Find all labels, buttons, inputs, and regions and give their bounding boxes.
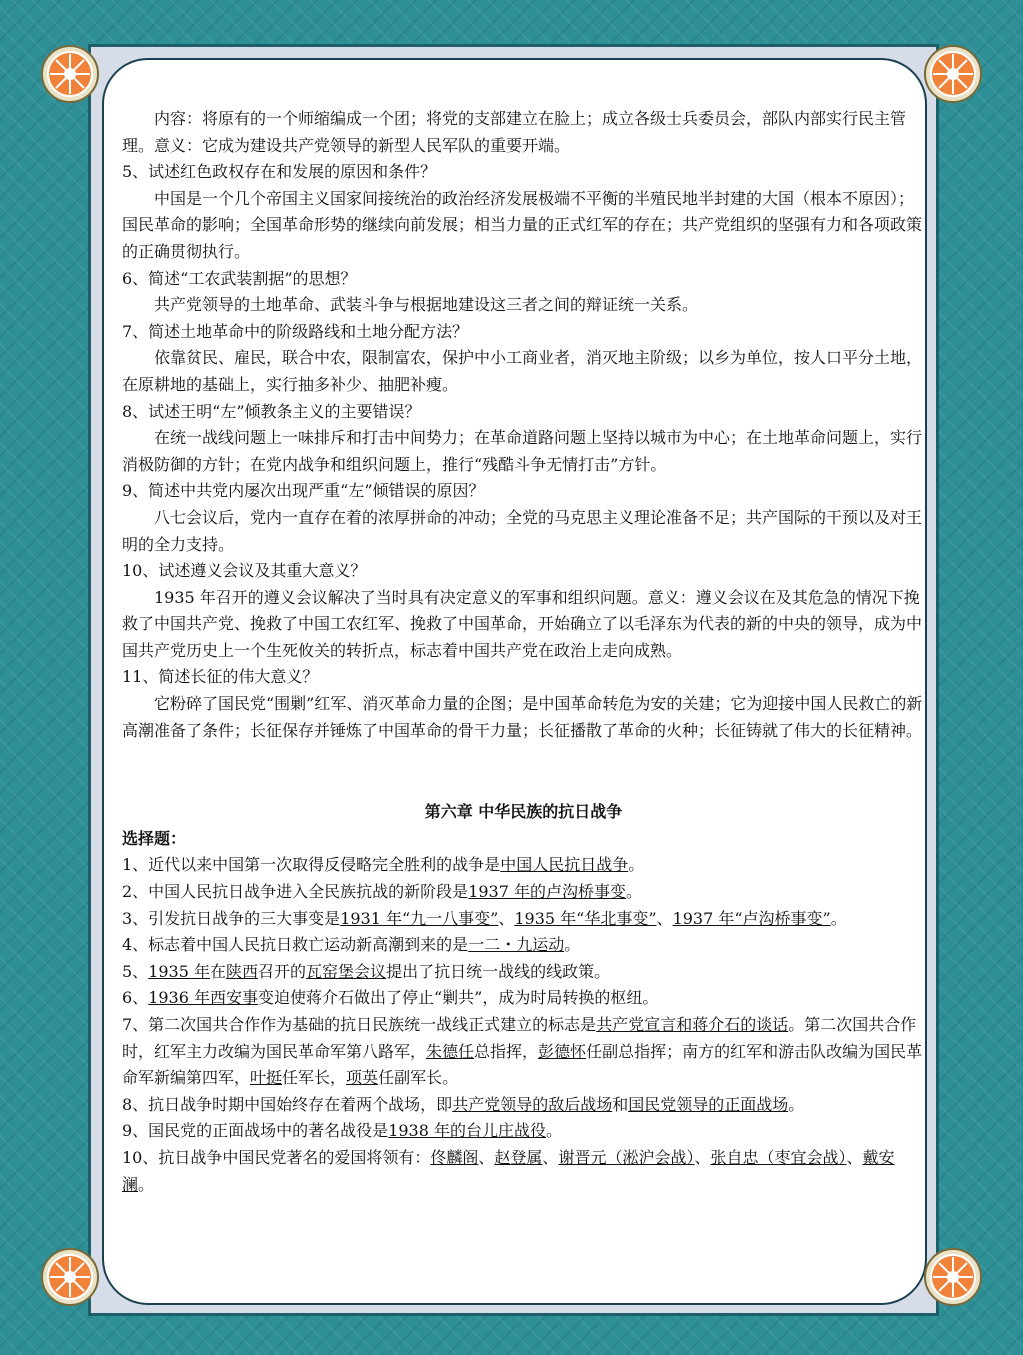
- document-body: [122, 106, 925, 1198]
- mc-answer: 叶挺: [250, 1068, 283, 1088]
- answer-9: 八七会议后，党内一直存在着的浓厚拼命的冲动；全党的马克思主义理论准备不足；共产国际的干预以及对王明的全力支持。: [122, 507, 923, 554]
- mc-text: 6、: [122, 988, 149, 1008]
- mc-item-8: [122, 1092, 925, 1119]
- mc-answer: 瓦窑堡会议: [306, 961, 387, 981]
- mc-answer: 戴安澜: [122, 1147, 895, 1194]
- answer-10: 1935 年召开的遵义会议解决了当时具有决定意义的军事和组织问题。意义：遵义会议在及其危急的情况下挽救了中国共产党、挽救了中国工农红军、挽救了中国革命，开始确立了以毛泽东为代表的新的中央的领导，成为中国共产党历史上一个生死攸关的转折点，标志着中国共产党在政治上走向成熟。: [122, 587, 923, 660]
- mc-answer: 项英: [346, 1068, 379, 1088]
- mc-answer: 1931 年“九一八事变”: [340, 908, 499, 928]
- mc-text: 召开的: [258, 961, 307, 981]
- corner-medallion-icon: [40, 1247, 100, 1307]
- mc-text: 3、引发抗日战争的三大事变是: [122, 908, 341, 928]
- mc-text: 、: [478, 1147, 495, 1167]
- corner-medallion-icon: [40, 44, 100, 104]
- mc-text: 、: [542, 1147, 559, 1167]
- question-9: 9、简述中共党内屡次出现严重“左”倾错误的原因？: [122, 481, 485, 501]
- mc-answer: 共产党领导的敌后战场: [452, 1094, 613, 1114]
- answer-5: 中国是一个几个帝国主义国家间接统治的政治经济发展极端不平衡的半殖民地半封建的大国（根本不原因）；国民革命的影响；全国革命形势的继续向前发展；相当力量的正式红军的存在；共产党组织的坚强有力和各项政策的正确贯彻执行。: [122, 188, 923, 261]
- mc-answer: 一二・九运动: [468, 935, 565, 955]
- mc-answer: 1936 年西安事: [148, 988, 258, 1008]
- question-5: 5、试述红色政权存在和发展的原因和条件？: [122, 162, 437, 182]
- answer-8: 在统一战线问题上一味排斥和打击中间势力；在革命道路问题上坚持以城市为中心；在土地革命问题上，实行消极防御的方针；在党内战争和组织问题上，推行“残酷斗争无情打击”方针。: [122, 428, 923, 474]
- mc-text: 任副总指挥；南方的红军和游击队改编为国民革命军新编第四军，: [122, 1041, 923, 1088]
- mc-answer: 1937 年“卢沟桥事变”: [672, 908, 831, 928]
- mc-item-5: [122, 959, 925, 986]
- corner-medallion-icon: [923, 1247, 983, 1307]
- question-10: 10、试述遵义会议及其重大意义？: [122, 561, 367, 581]
- mc-text: 。: [788, 1094, 805, 1114]
- mc-text: 、: [694, 1147, 711, 1167]
- mc-answer: 1935 年“华北事变”: [514, 908, 657, 928]
- mc-answer: 朱德任: [426, 1041, 475, 1061]
- question-8: 8、试述王明“左”倾教条主义的主要错误？: [122, 401, 421, 421]
- mc-text: 10、抗日战争中国民党著名的爱国将领有：: [122, 1147, 431, 1167]
- mc-text: 。第二次国共合作时，红军主力改编为国民革命军第八路军，: [122, 1015, 917, 1061]
- mc-text: 4、标志着中国人民抗日救亡运动新高潮到来的是: [122, 935, 469, 955]
- mc-text: 。: [628, 855, 645, 875]
- mc-answer: 1938 年的台儿庄战役: [388, 1121, 546, 1141]
- mc-text: 、: [656, 908, 673, 928]
- section-heading: 选择题：: [122, 828, 187, 848]
- mc-text: 5、: [122, 961, 149, 981]
- mc-answer: 赵登属: [494, 1147, 543, 1167]
- mc-text: 。: [564, 935, 581, 955]
- mc-text: 2、中国人民抗日战争进入全民族抗战的新阶段是: [122, 882, 469, 902]
- section-spacer: [122, 744, 925, 799]
- question-6: 6、简述“工农武装割据”的思想？: [122, 268, 357, 288]
- mc-answer: 国民党领导的正面战场: [628, 1094, 789, 1114]
- chapter-title: 第六章 中华民族的抗日战争: [424, 802, 623, 822]
- mc-text: 变迫使蒋介石做出了停止“剿共”，成为时局转换的枢纽。: [258, 988, 659, 1008]
- mc-text: 。: [626, 882, 643, 902]
- mc-item-10: [122, 1145, 925, 1198]
- mc-text: 和: [612, 1094, 629, 1114]
- mc-answer: 中国人民抗日战争: [500, 855, 629, 875]
- mc-text: 任副军长。: [378, 1068, 459, 1088]
- mc-item-4: [122, 932, 925, 959]
- question-11: 11、简述长征的伟大意义？: [122, 667, 319, 687]
- mc-answer: 陕西: [226, 961, 259, 981]
- mc-item-7: [122, 1012, 925, 1092]
- mc-item-1: [122, 852, 925, 879]
- mc-item-2: [122, 879, 925, 906]
- corner-medallion-icon: [923, 44, 983, 104]
- mc-text: 在: [210, 961, 227, 981]
- mc-text: 提出了抗日统一战线的线政策。: [386, 961, 611, 981]
- mc-text: 、: [498, 908, 515, 928]
- mc-answer: 1935 年: [148, 961, 210, 981]
- mc-answer: 佟麟阁: [430, 1147, 479, 1167]
- mc-item-3: [122, 906, 925, 933]
- answer-paragraph: 内容：将原有的一个师缩编成一个团；将党的支部建立在脸上；成立各级士兵委员会，部队内部实行民主管理。意义：它成为建设共产党领导的新型人民军队的重要开端。: [122, 109, 907, 155]
- mc-text: 、: [846, 1147, 863, 1167]
- mc-text: 8、抗日战争时期中国始终存在着两个战场，即: [122, 1094, 453, 1114]
- answer-6: 共产党领导的土地革命、武装斗争与根据地建设这三者之间的辩证统一关系。: [154, 295, 699, 315]
- mc-text: 总指挥，: [474, 1041, 539, 1061]
- mc-item-9: [122, 1118, 925, 1145]
- mc-text: 任军长，: [282, 1068, 347, 1088]
- mc-text: 9、国民党的正面战场中的著名战役是: [122, 1121, 389, 1141]
- mc-answer: 共产党宣言和蒋介石的谈话: [596, 1015, 789, 1034]
- mc-text: 1、近代以来中国第一次取得反侵略完全胜利的战争是: [122, 855, 501, 875]
- mc-text: 。: [138, 1174, 155, 1194]
- mc-item-6: [122, 985, 925, 1012]
- answer-11: 它粉碎了国民党“围剿”红军、消灭革命力量的企图；是中国革命转危为安的关建；它为迎接中国人民救亡的新高潮准备了条件；长征保存并锤炼了中国革命的骨干力量；长征播散了革命的火种；长征铸就了伟大的长征精神。: [122, 694, 923, 740]
- mc-answer: 谢晋元（淞沪会战）: [558, 1147, 695, 1167]
- mc-text: 7、第二次国共合作作为基础的抗日民族统一战线正式建立的标志是: [122, 1015, 597, 1034]
- mc-answer: 彭德怀: [538, 1041, 587, 1061]
- mc-text: 。: [546, 1121, 563, 1141]
- mc-answer: 1937 年的卢沟桥事变: [468, 882, 626, 902]
- answer-7: 依靠贫民、雇民，联合中农，限制富农，保护中小工商业者，消灭地主阶级；以乡为单位，按人口平分土地，在原耕地的基础上，实行抽多补少、抽肥补瘦。: [122, 348, 923, 394]
- question-7: 7、简述土地革命中的阶级路线和土地分配方法？: [122, 321, 469, 341]
- mc-text: 。: [830, 908, 847, 928]
- mc-answer: 张自忠（枣宜会战）: [710, 1147, 847, 1167]
